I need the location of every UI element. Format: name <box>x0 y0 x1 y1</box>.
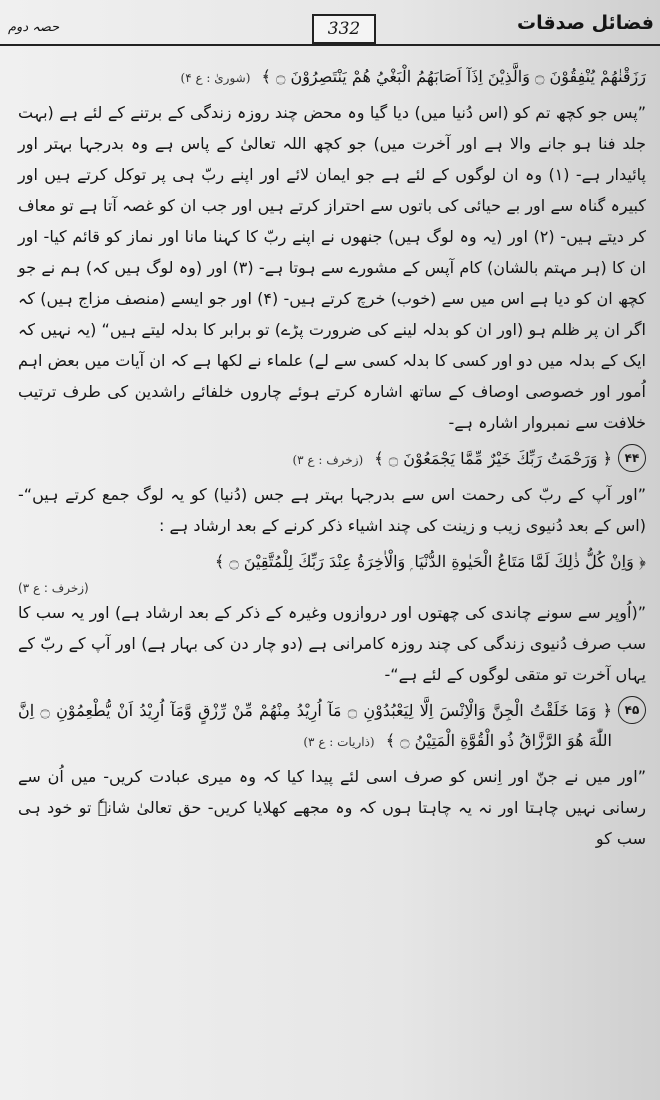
page-number: 332 <box>312 14 376 44</box>
verse-text: ﴿ وَاِنْ كُلُّ ذٰلِكَ لَمَّا مَتَاعُ الْحَيٰوةِ الدُّنْيَا ۭ وَالْاٰخِرَةُ عِنْدَ رَبِّكَ لِلْمُتَّقِيْنَ ۝ ﴾ <box>214 552 646 571</box>
book-title: فضائل صدقات <box>516 12 654 34</box>
quran-verse <box>18 444 612 475</box>
verse-text: رَزَقْنٰهُمْ يُنْفِقُوْنَ ۝ وَالَّذِيْنَ اِذَآ اَصَابَهُمُ الْبَغْيُ هُمْ يَنْتَصِرُوْنَ ۝ ﴾ <box>261 67 646 86</box>
translation-paragraph: ”اور میں نے جنّ اور اِنس کو صرف اسی لئے پیدا کیا کہ وہ میری عبادت کریں- میں اُن سے رسانی نہیں چاہتا اور نہ یہ چاہتا ہوں کہ وہ مجھے کھلایا کریں- حق تعالیٰ شانہٗ تو خود ہی سب کو <box>18 767 647 848</box>
verse-reference: (زخرف : ع ۳) <box>292 453 364 467</box>
verse-number-marker: ۴۵ <box>618 696 646 724</box>
verse-reference: (زخرف : ع ۳) <box>18 581 89 595</box>
numbered-verse <box>18 696 646 757</box>
quran-verse <box>18 547 646 577</box>
verse-reference: (شوریٰ : ع ۴) <box>180 71 251 85</box>
quran-verse <box>18 696 612 757</box>
page-header <box>0 0 660 48</box>
part-label: حصہ دوم <box>8 20 60 35</box>
translation-paragraph: ”پس جو کچھ تم کو (اس دُنیا میں) دیا گیا وہ محض چند روزہ زندگی کے برتنے کے لئے ہے (بہت جلد فنا ہو جانے والا ہے اور آخرت میں) جو کچھ اللہ تعالیٰ کے پاس ہے وہ بدرجہا بہتر اور پائیدار ہے- (۱) وہ ان لوگوں کے لئے ہے جو ایمان لائے اور اپنے ربّ ہی پر توکل کرتے ہیں اور کبیرہ گناہ سے اور بے حیائی کی باتوں سے احتراز کرتے ہیں اور جب ان کو غصہ آتا ہے تو معاف کر دیتے ہیں- (۲) اور (یہ وہ لوگ ہیں) جنھوں نے اپنے ربّ کا کہنا مانا اور نماز کو قائم کیا- اور ان کا (ہر مہتم بالشان) کام آپس کے مشورے سے ہوتا ہے- (۳) اور (وہ لوگ ہیں کہ) ہم نے جو کچھ ان کو دیا ہے اس میں سے (خوب) خرچ کرتے ہیں- (۴) اور جو ایسے (منصف مزاج ہیں) کہ اگر ان پر ظلم ہو (اور ان کو بدلہ لینے کی ضرورت پڑے) تو برابر کا بدلہ لیتے ہیں“ (یہ نہیں کہ ایک کے بدلہ میں دو اور کسی کا بدلہ کسی سے لے) علماء نے لکھا ہے کہ ان آیات میں بعض اہم اُمور اور خصوصی اوصاف کے ساتھ اشارہ کرتے ہوئے چاروں خلفائے راشدین کی طرف ترتیب خلافت سے نمبروار اشارہ ہے- <box>18 103 646 432</box>
verse-reference: (ذاریات : ع ۳) <box>303 735 375 749</box>
translation-paragraph: ”اور آپ کے ربّ کی رحمت اس سے بدرجہا بہتر ہے جس (دُنیا) کو یہ لوگ جمع کرتے ہیں“- (اس کے بعد دُنیوی زیب و زینت کی چند اشیاء ذکر کرنے کے بعد ارشاد ہے : <box>18 485 646 535</box>
header-rule <box>0 44 660 46</box>
numbered-verse <box>18 444 646 475</box>
page-content <box>18 62 646 860</box>
verse-text: ﴿ وَرَحْمَتُ رَبِّكَ خَيْرٌ مِّمَّا يَجْمَعُوْنَ ۝ ﴾ <box>374 449 612 468</box>
verse-text: ﴿ وَمَا خَلَقْتُ الْجِنَّ وَالْاِنْسَ اِلَّا لِيَعْبُدُوْنِ ۝ مَآ اُرِيْدُ مِنْهُمْ مِّنْ رِّزْقٍ وَّمَآ اُرِيْدُ اَنْ يُّطْعِمُوْنِ ۝ اِنَّ اللّٰهَ هُوَ الرَّزَّاقُ ذُو الْقُوَّةِ الْمَتِيْنُ ۝ ﴾ <box>18 701 613 750</box>
verse-number-marker: ۴۴ <box>618 444 646 472</box>
translation-paragraph: ”(اُوپر سے سونے چاندی کی چھتوں اور دروازوں وغیرہ کے ذکر کے بعد ارشاد ہے) اور یہ سب کا سب صرف دُنیوی زندگی کی چند روزہ کامرانی ہے (دو چار دن کی بہار ہے) اور آپ کے ربّ کے یہاں آخرت تو متقی لوگوں کے لئے ہے“- <box>18 603 646 684</box>
quran-verse <box>18 62 646 93</box>
